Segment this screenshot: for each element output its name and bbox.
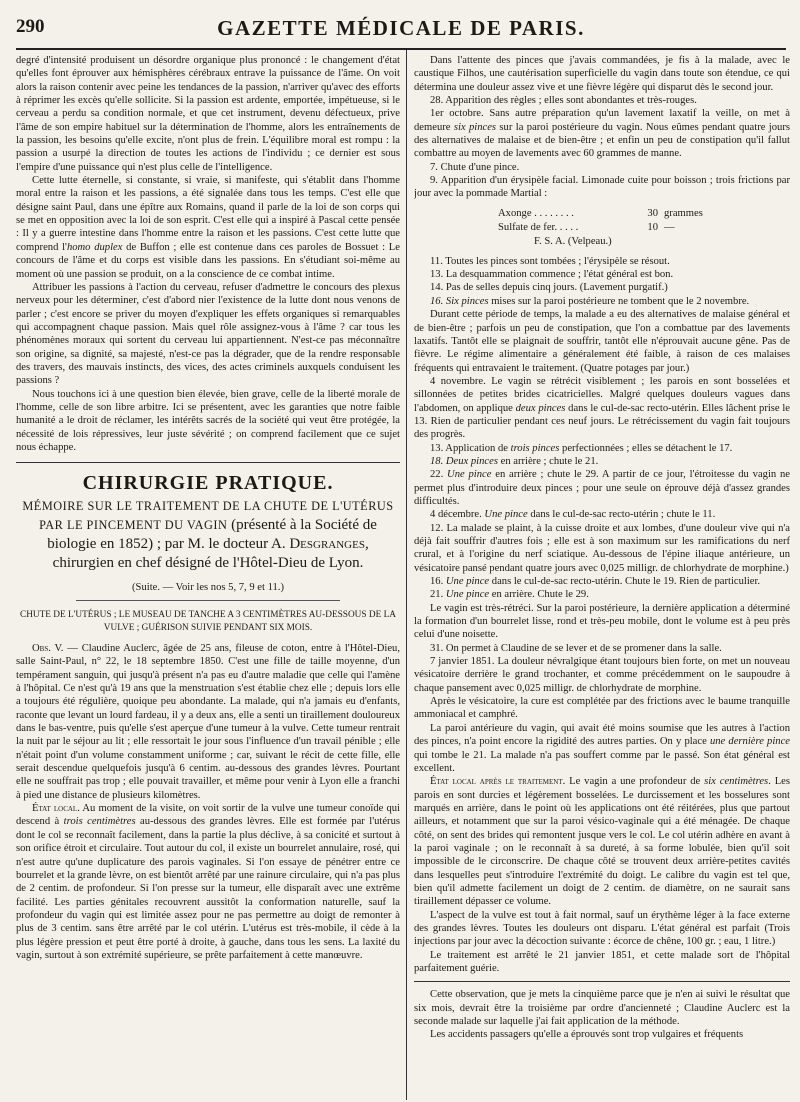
column-divider bbox=[406, 50, 407, 1100]
paragraph: Attribuer les passions à l'action du cerveau, refuser d'admettre le concours des plexus nerveux pour les déterminer, c'est d'abord nier l'existence de la lutte dont nous venons de parler ; c'est encore se priver du moyen d'expliquer les effets organiques si remarquables qui accompagnent chaque passion. Mais quel rôle assignez-vous à l'âme ? car tous les phénomènes moraux qui sortent du cerveau lui appartiennent. N'est-ce pas méconnaître son origine, sa dignité, sa majesté, n'est-ce pas la dégrader, que de la rendre responsable des travers, des mauvais instincts, des vices, des actes criminels auxquels conduisent les passions ? bbox=[16, 281, 400, 387]
page-number: 290 bbox=[16, 16, 45, 37]
diary-entry: 21. Une pince en arrière. Chute le 29. bbox=[430, 589, 589, 601]
case-heading: CHUTE DE L'UTÉRUS ; LE MUSEAU DE TANCHE A 3 CENTIMÈTRES AU-DESSOUS DE LA VULVE ; GUÉRISON SUIVIE PENDANT SIX MOIS. bbox=[20, 610, 396, 633]
observation-paragraph: Obs. V. — Claudine Auclerc, âgée de 25 ans, fileuse de coton, entre à l'Hôtel-Dieu, salle Saint-Paul, n° 22, le 18 septembre 1850. C'est une fille de taille moyenne, d'un tempérament sanguin, qui jusqu'à présent n'a pas eu d'autre maladie que celle qui l'amène à l'hôpital. Ce n'est qu'à 19 ans que la menstruation s'est établie chez elle ; depuis lors elle a toujours été régulière, quoique peu abondante. La malade, qui n'a jamais eu d'enfants, raconte que levant un lourd fardeau, il y a deux ans, elle a senti un tiraillement douloureux dans le bas-ventre, puis qu'elle s'est aperçue d'une tumeur à la vulve. Cette tumeur rentrait la nuit par le séjour au lit ; elle ressortait le jour sous l'influence d'un travail pénible ; elle n'était point d'un volume constamment uniforme ; car, suivant le récit de cette fille, elle serait descendue quelquefois jusqu'à 6 centim. au-dessous des grandes lèvres. Pourtant elle ne souffrait pas trop ; elle pouvait travailler, et même pour venir à Lyon elle a franchi à pied une distance de plusieurs kilomètres. bbox=[16, 643, 400, 801]
formula-row: Axonge . . . . . . . . 30 grammes bbox=[498, 207, 703, 219]
diary-entry: 14. Pas de selles depuis cinq jours. (Lavement purgatif.) bbox=[430, 282, 668, 294]
diary-entry: 11. Toutes les pinces sont tombées ; l'érysipèle se résout. bbox=[430, 255, 670, 267]
continuation-note: (Suite. — Voir les nos 5, 7, 9 et 11.) bbox=[132, 581, 284, 593]
paragraph: État local après le traitement. Le vagin a une profondeur de six centimètres. Les parois en sont durcies et légèrement bosselées. Le durcissement et les bosselures sont marqués en arrière, dans le point où les applications ont été réitérées, plus que partout ailleurs, et notamment que sur la paroi vésico-vaginale qui a été ménagée. De chaque côté, on sent des brides qui remontent jusque vers le col. Le col utérin adhère en avant à la paroi vaginale ; on le reconnaît à sa dureté, à sa forme lobulée, bien qu'il soit impossible de le circonscrire. De chaque côté se trouvent deux arrière-petites cavités dans lesquelles peut s'introduire l'extrémité du doigt. Le calibre du vagin est tel que, bien qu'il admette facilement un doigt de 2 centim. de diamètre, on ne saurait sans tiraillement dépasser ce volume. bbox=[414, 776, 790, 908]
paragraph: Le vagin est très-rétréci. Sur la paroi postérieure, la dernière application a déterminé la formation d'un bourrelet lisse, rond et très-peu mobile, dont le volume est à peu près celui d'une noisette. bbox=[414, 602, 790, 641]
divider-line bbox=[414, 981, 790, 982]
diary-entry: 4 novembre. Le vagin se rétrécit visiblement ; les parois en sont bosselées et sillonnées de petites brides cicatricielles. Malgré quelques douleurs vagues dans l'abdomen, on applique deux pinces dans le cul-de-sac recto-utérin. Elles lâchent prise le 13. Rien de particulier pendant ces neuf jours. Le rétrécissement du vagin fait toujours des progrès. bbox=[414, 375, 790, 441]
section-rule bbox=[16, 462, 400, 463]
memoir-title: MÉMOIRE SUR LE TRAITEMENT DE LA CHUTE DE L'UTÉRUS PAR LE PINCEMENT DU VAGIN (présenté à la Société de biologie en 1852) ; par M. le docteur A. Desgranges, chirurgien en chef désigné de l'Hôtel-Dieu de Lyon. bbox=[22, 498, 394, 571]
diary-entry: 28. Apparition des règles ; elles sont abondantes et très-rouges. bbox=[430, 95, 697, 107]
paragraph: Cette observation, que je mets la cinquième parce que je n'en ai suivi le résultat que six mois, devrait être la troisième par ordre d'ancienneté ; Claudine Auclerc est la seconde malade sur laquelle j'ai fait application de la méthode. bbox=[414, 989, 790, 1028]
journal-title: GAZETTE MÉDICALE DE PARIS. bbox=[217, 16, 585, 40]
paragraph: Cette lutte éternelle, si constante, si vraie, si manifeste, qui s'établit dans l'homme moral entre la raison et les passions, a été signalée dans tous les temps. C'est elle que désigne saint Paul, dans une épître aux Romains, quand il parle de la loi de son corps qui se met en opposition avec la loi de son esprit. C'est elle qui a inspiré à Pascal cette pensée : Il y a guerre intestine dans l'homme entre la raison et les passions. C'est cette lutte que comprend l'homo duplex de Buffon ; elle est contenue dans ces paroles de Bossuet : Le concours de l'âme et du corps est visible dans les passions. En s'étudiant soi-même au moment où une passion se produit, on a la conscience de ce combat intime. bbox=[16, 175, 400, 280]
diary-entry: 4 décembre. Une pince dans le cul-de-sac recto-utérin ; chute le 11. bbox=[430, 509, 716, 521]
paragraph: Les accidents passagers qu'elle a éprouvés sont trop vulgaires et fréquents bbox=[430, 1029, 744, 1041]
paragraph: Dans l'attente des pinces que j'avais commandées, je fis à la malade, avec le caustique Filhos, une cautérisation superficielle du vagin dans toute son étendue, ce qui détermina une douleur assez vive et une fièvre légère qui disparut dès le second jour. bbox=[414, 55, 790, 93]
left-column bbox=[16, 54, 400, 1098]
local-state-paragraph: État local. Au moment de la visite, on voit sortir de la vulve une tumeur conoïde qui descend à trois centimètres au-dessous des grandes lèvres. Elle est formée par l'utérus dont le col se reconnaît facilement, dans la partie la plus déclive, à sa conicité et surtout à son orifice étroit et circulaire. Tout autour du col, il existe un bourrelet annulaire, rosé, qui n'est autre qu'une duplicature des parois vaginales. Si l'on essaye de pénétrer entre ce bourrelet et la grande lèvre, on est bientôt arrêté par une rainure circulaire, qui n'a pas plus de 2 centim. de profondeur. Si l'on presse sur la tumeur, elle disparaît avec une extrême facilité. Les parties génitales recouvrent aussitôt la conformation naturelle, sauf la profondeur du vagin qui est limitée assez pour ne pas permettre au doigt de remonter à plus de 3 centim. sans être arrêté par le col utérin. L'utérus est très-mobile, il cède à la plus légère pression et peut être porté à droite, à gauche, dans tous les sens. La laxité du vagin, surtout à son extrémité supérieure, se prête parfaitement à cette manœuvre. bbox=[16, 803, 400, 961]
diary-entry: 22. Une pince en arrière ; chute le 29. A partir de ce jour, l'étroitesse du vagin ne permet plus d'introduire deux pinces ; pour une seule on éprouve déjà d'assez grandes difficultés. bbox=[414, 469, 790, 507]
diary-entry: 9. Apparition d'un érysipèle facial. Limonade cuite pour boisson ; trois frictions par jour avec la pommade Martial : bbox=[414, 175, 790, 200]
section-title: CHIRURGIE PRATIQUE. bbox=[82, 472, 334, 495]
paragraph: Le traitement est arrêté le 21 janvier 1851, et cette malade sort de l'hôpital parfaitement guérie. bbox=[414, 949, 790, 974]
paragraph: La paroi antérieure du vagin, qui avait été moins soumise que les autres à l'action des pinces, n'a point encore la rigidité des autres parties. On y place une dernière pince qui tombe le 21. La malade n'a pas souffert comme par le passé. Son état général est excellent. bbox=[414, 722, 790, 774]
paragraph: Durant cette période de temps, la malade a eu des alternatives de malaise général et de bien-être ; parfois un peu de constipation, que l'on a combattue par des lavements laxatifs. Tantôt elle se plaignait de souffrir, tantôt elle n'éprouvait aucune gêne. Pas de fièvre. Le régime alimentaire a généralement été faible, à raison de ces malaises fréquents qui entravaient le traitement. (Quatre potages par jour.) bbox=[414, 309, 790, 374]
diary-entry: 7 janvier 1851. La douleur névralgique étant toujours bien forte, on met un nouveau vésicatoire derrière le grand trochanter, et comme précédemment on le saupoudre à chaque pansement avec 0,025 milligr. de chlorhydrate de morphine. bbox=[414, 656, 790, 694]
diary-entry: 12. La malade se plaint, à la cuisse droite et aux lombes, d'une douleur vive qui n'a déjà fait souffrir d'autres fois ; elle est à son maximum sur les ramifications du nerf crural, et à l'origine du nerf sciatique. Au-dessous de l'épine iliaque antérieure, un vésicatoire pansé pendant quatre jours avec 0,025 milligr. de chlorhydrate de morphine.) bbox=[414, 522, 790, 574]
diary-entry: 16. Une pince dans le cul-de-sac recto-utérin. Chute le 19. Rien de particulier. bbox=[430, 576, 761, 588]
paragraph: Après le vésicatoire, la cure est complétée par des frictions avec le baume tranquille ammoniacal et camphré. bbox=[414, 696, 790, 721]
diary-entry: 13. La desquammation commence ; l'état général est bon. bbox=[430, 269, 674, 281]
paragraph: Nous touchons ici à une question bien élevée, bien grave, celle de la liberté morale de l'homme, celle de son libre arbitre. Ici se présentent, avec les garanties que notre faible humanité a le droit de réclamer, les intérêts sacrés de la société qui veut être protégée, la nécessité de lois répressives, leur juste sévérité ; on comprend facilement que ce sujet nous échappe. bbox=[16, 388, 400, 453]
paragraph: degré d'intensité produisent un désordre organique plus prononcé : le changement d'état qu'elles font éprouver aux hémisphères cérébraux entrave la puissance de l'âme. On voit alors la raison contenir avec peine les tendances de la passion, n'arriver qu'avec des efforts à réprimer les excès qu'elle sollicite. Si la passion est ardente, emportée, impétueuse, si le cerveau a perdu sa condition normale, et que cet instrument, devenu défectueux, prive l'âme de son empire habituel sur la détermination de l'homme, alors les entraînements de la passion, les besoins qu'elle excite, n'ont plus de frein. L'équilibre moral est rompu : la passion a usurpé la direction de toutes les actions de l'individu ; ce dernier est sous l'empire d'une puissance qui n'est plus celle de l'intelligence. bbox=[16, 55, 400, 173]
prescription-formula bbox=[414, 207, 790, 249]
diary-entry: 16. Six pinces mises sur la paroi postérieure ne tombent que le 2 novembre. bbox=[430, 295, 750, 307]
formula-row: Sulfate de fer. . . . . 10 — bbox=[498, 221, 675, 233]
right-column bbox=[414, 54, 790, 1098]
diary-entry: 1er octobre. Sans autre préparation qu'un lavement laxatif la veille, on met à demeure six pinces sur la paroi postérieure du vagin. Nous eûmes pendant quatre jours des alternatives de malaise et de bien-être ; et enfin un peu de constipation qu'il fallut combattre au moyen de lavements avec 60 grammes de manne. bbox=[414, 108, 790, 160]
diary-entry: 13. Application de trois pinces perfectionnées ; elles se détachent le 17. bbox=[430, 442, 733, 454]
formula-signature: F. S. A. (Velpeau.) bbox=[534, 235, 612, 247]
divider-line bbox=[76, 600, 340, 601]
diary-entry: 7. Chute d'une pince. bbox=[430, 161, 520, 173]
paragraph: L'aspect de la vulve est tout à fait normal, sauf un érythème léger à la face externe des grandes lèvres. Toutes les douleurs ont disparu. L'état général est parfait (Trois injections par jour avec la décoction suivante : écorce de chêne, 100 gr. ; eau, 1 litre.) bbox=[414, 909, 790, 948]
diary-entry: 31. On permet à Claudine de se lever et de se promener dans la salle. bbox=[430, 642, 722, 654]
page-header bbox=[16, 4, 786, 50]
diary-entry: 18. Deux pinces en arrière ; chute le 21. bbox=[430, 455, 599, 467]
